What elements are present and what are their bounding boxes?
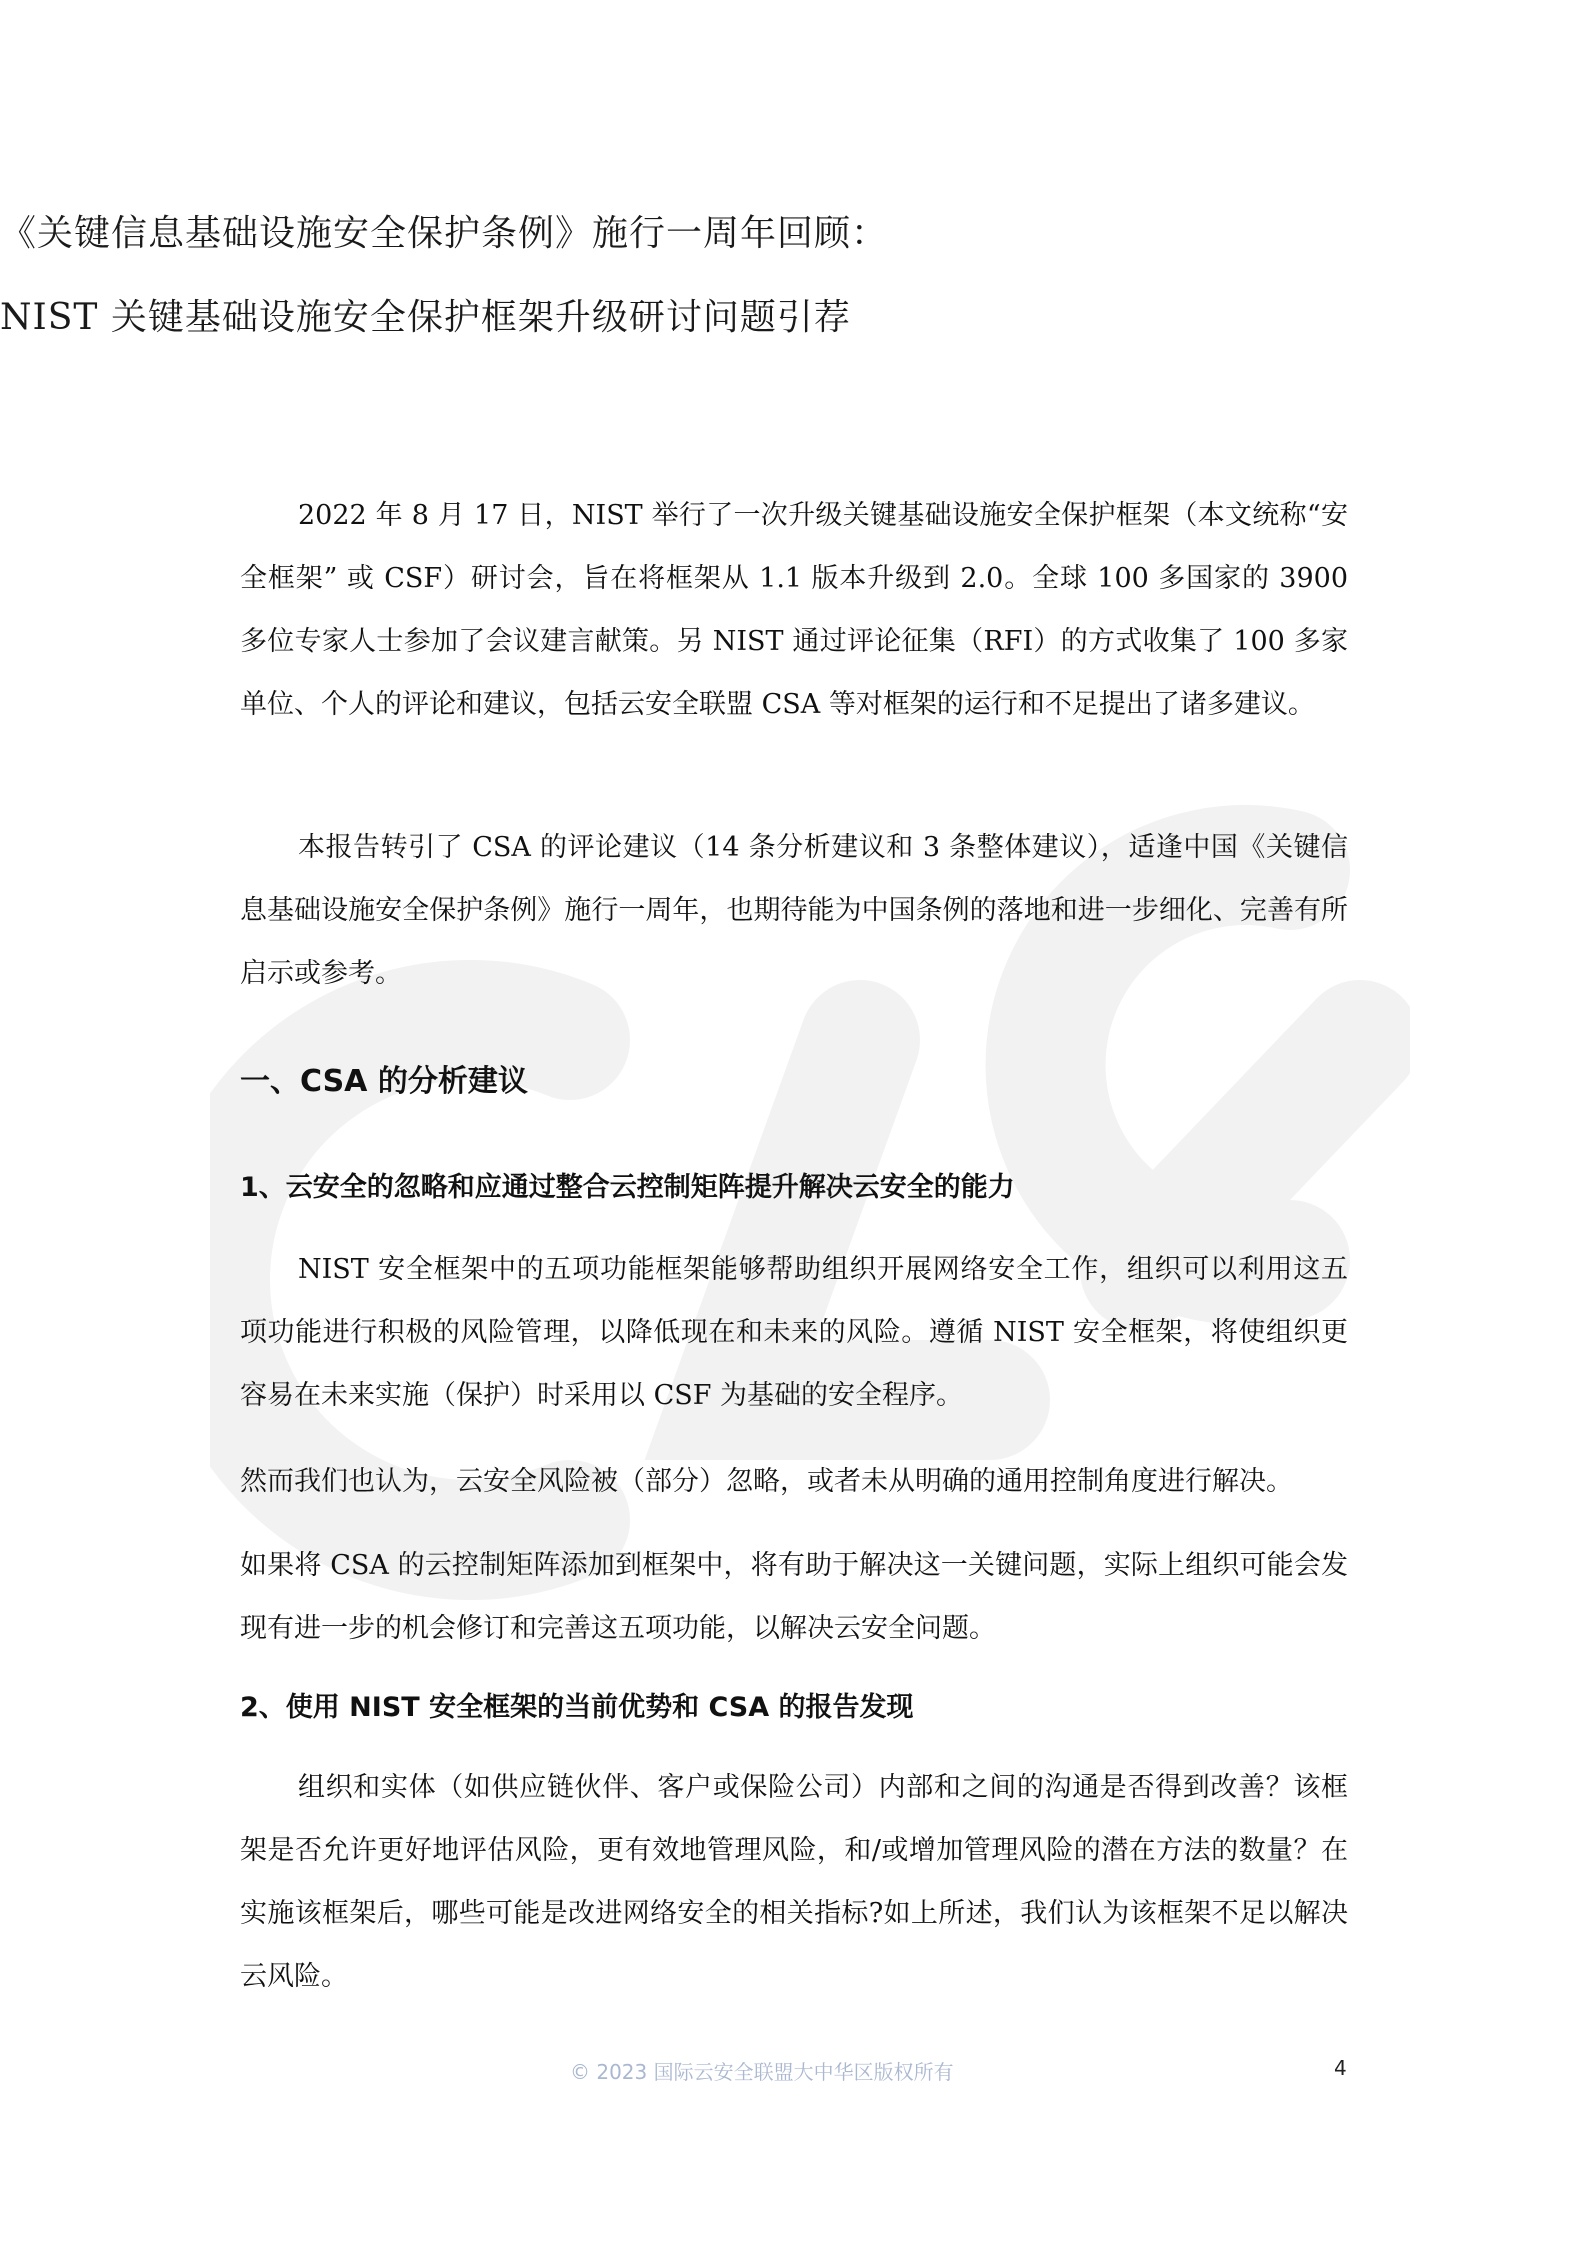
intro-section-2 <box>240 816 1348 1005</box>
section-heading: 一、CSA 的分析建议 <box>240 1064 528 1099</box>
intro-paragraph-2: 本报告转引了 CSA 的评论建议（14 条分析建议和 3 条整体建议），适逢中国《关键信息基础设施安全保护条例》施行一周年，也期待能为中国条例的落地和进一步细化、完善有所启示或参考。 <box>240 832 1348 989</box>
item-1-heading: 1、云安全的忽略和应通过整合云控制矩阵提升解决云安全的能力 <box>240 1172 1015 1203</box>
title-line-1: 《关键信息基础设施安全保护条例》施行一周年回顾： <box>0 213 889 254</box>
title-line-2: NIST 关键基础设施安全保护框架升级研讨问题引荐 <box>0 297 851 338</box>
page-footer <box>0 2056 1586 2092</box>
copyright-notice: © 2023 国际云安全联盟大中华区版权所有 <box>570 2060 954 2084</box>
item-2-paragraph-1: 组织和实体（如供应链伙伴、客户或保险公司）内部和之间的沟通是否得到改善？该框架是否允许更好地评估风险，更有效地管理风险，和/或增加管理风险的潜在方法的数量？在实施该框架后，哪些可能是改进网络安全的相关指标?如上所述，我们认为该框架不足以解决云风险。 <box>240 1772 1348 1992</box>
item-1-paragraph-3: 如果将 CSA 的云控制矩阵添加到框架中，将有助于解决这一关键问题，实际上组织可能会发现有进一步的机会修订和完善这五项功能，以解决云安全问题。 <box>240 1550 1348 1644</box>
item-1-paragraph-2: 然而我们也认为，云安全风险被（部分）忽略，或者未从明确的通用控制角度进行解决。 <box>240 1466 1293 1497</box>
item-1-paragraph-1: NIST 安全框架中的五项功能框架能够帮助组织开展网络安全工作，组织可以利用这五项功能进行积极的风险管理，以降低现在和未来的风险。遵循 NIST 安全框架，将使组织更容易在未来实施（保护）时采用以 CSF 为基础的安全程序。 <box>240 1254 1348 1411</box>
item-1-body <box>240 1238 1348 1427</box>
watermark-shape-r <box>1140 1040 1360 1270</box>
item-2-body <box>240 1756 1348 2008</box>
intro-section <box>240 484 1348 736</box>
item-1-body-3 <box>240 1534 1348 1660</box>
item-1-body-2 <box>240 1450 1348 1513</box>
item-2-heading: 2、使用 NIST 安全框架的当前优势和 CSA 的报告发现 <box>240 1692 914 1723</box>
intro-paragraph-1: 2022 年 8 月 17 日，NIST 举行了一次升级关键基础设施安全保护框架（本文统称“安全框架” 或 CSF）研讨会，旨在将框架从 1.1 版本升级到 2.0。全球 100 多国家的 3900 多位专家人士参加了会议建言献策。另 NIST 通过评论征集（RFI）的方式收集了 100 多家单位、个人的评论和建议，包括云安全联盟 CSA 等对框架的运行和不足提出了诸多建议。 <box>240 500 1348 720</box>
page-number: 4 <box>1334 2056 1347 2080</box>
